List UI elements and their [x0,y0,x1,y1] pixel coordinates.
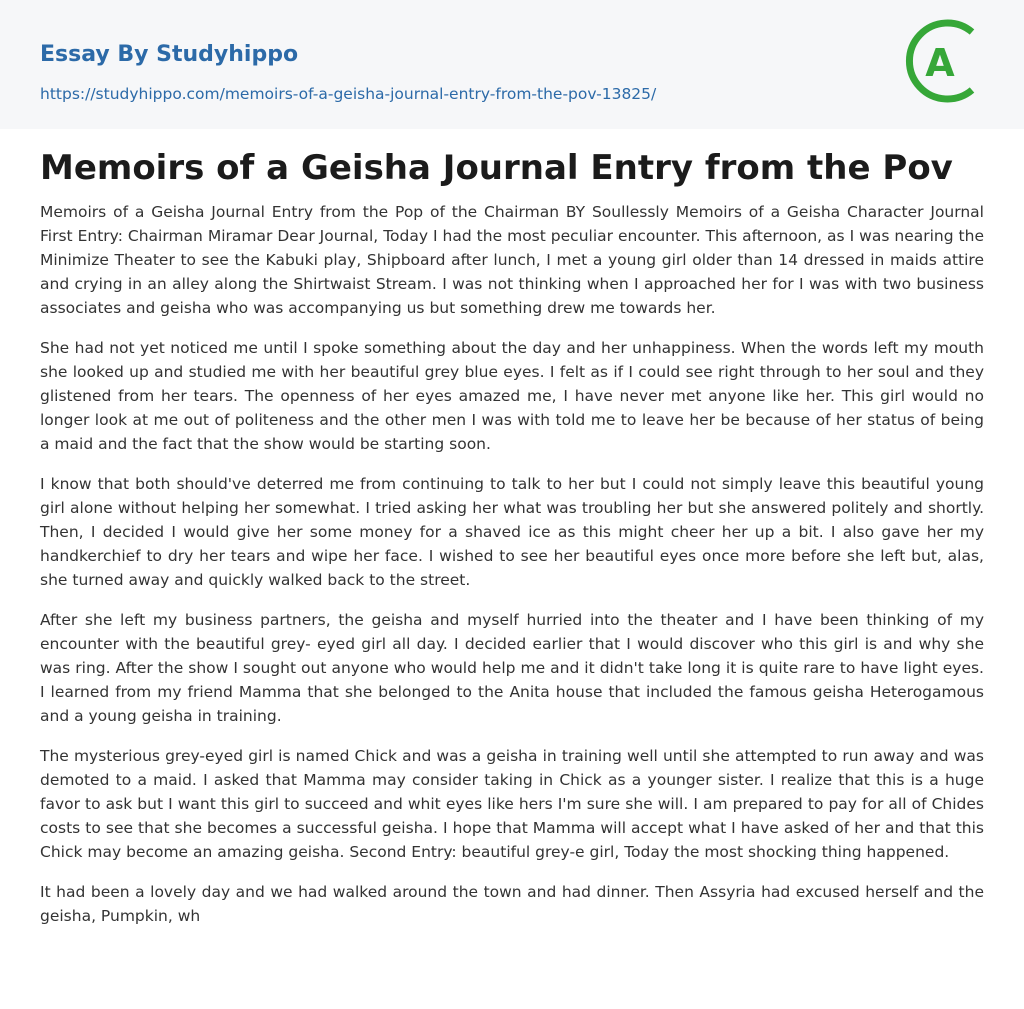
paragraph: The mysterious grey-eyed girl is named Chick and was a geisha in training well until she attempted to run away and was demoted to a maid. I asked that Mamma may consider taking in Chick as a younger sister. I realize that this is a huge favor to ask but I want this girl to succeed and whit eyes like hers I'm sure she will. I am prepared to pay for all of Chides costs to see that she becomes a successful geisha. I hope that Mamma will accept what I have asked of her and that this Chick may become an amazing geisha. Second Entry: beautiful grey-e girl, Today the most shocking thing happened. [40,747,984,861]
article-url-link[interactable]: https://studyhippo.com/memoirs-of-a-geisha-journal-entry-from-the-pov-13825/ [40,85,657,103]
site-name[interactable]: Essay By Studyhippo [40,42,299,67]
paragraph: After she left my business partners, the geisha and myself hurried into the theater and I have been thinking of my encounter with the beautiful grey- eyed girl all day. I decided earlier that I would discover who this girl is and why she was ring. After the show I sought out anyone who would help me and it didn't take long it is quite rare to have light eyes. I learned from my friend Mamma that she belonged to the Anita house that included the famous geisha Heterogamous and a young geisha in training. [40,611,984,725]
paragraph: She had not yet noticed me until I spoke something about the day and her unhappiness. When the words left my mouth she looked up and studied me with her beautiful grey blue eyes. I felt as if I could see right through to her soul and they glistened from her tears. The openness of her eyes amazed me, I have never met anyone like her. This girl would no longer look at me out of politeness and the other men I was with told me to leave her be because of her status of being a maid and the fact that the show would be starting soon. [40,339,984,453]
article-body [40,200,984,944]
paragraph: Memoirs of a Geisha Journal Entry from the Pop of the Chairman BY Soullessly Memoirs of a Geisha Character Journal First Entry: Chairman Miramar Dear Journal, Today I had the most peculiar encounter. This afternoon, as I was nearing the Minimize Theater to see the Kabuki play, Shipboard after lunch, I met a young girl older than 14 dressed in maids attire and crying in an alley along the Shirtwaist Stream. I was not thinking when I approached her for I was with two business associates and geisha who was accompanying us but something drew me towards her. [40,203,984,317]
site-header [0,0,1024,129]
paragraph: It had been a lovely day and we had walked around the town and had dinner. Then Assyria had excused herself and the geisha, Pumpkin, wh [40,883,984,925]
logo-letter: A [925,41,955,85]
paragraph: I know that both should've deterred me from continuing to talk to her but I could not simply leave this beautiful young girl alone without helping her somewhat. I tried asking her what was troubling her but she answered politely and shortly. Then, I decided I would give her some money for a shaved ice as this might cheer her up a bit. I also gave her my handkerchief to dry her tears and wipe her face. I wished to see her beautiful eyes once more before she left but, alas, she turned away and quickly walked back to the street. [40,475,984,589]
page-title: Memoirs of a Geisha Journal Entry from the Pov [40,148,953,188]
studyhippo-logo-icon[interactable] [902,18,988,104]
